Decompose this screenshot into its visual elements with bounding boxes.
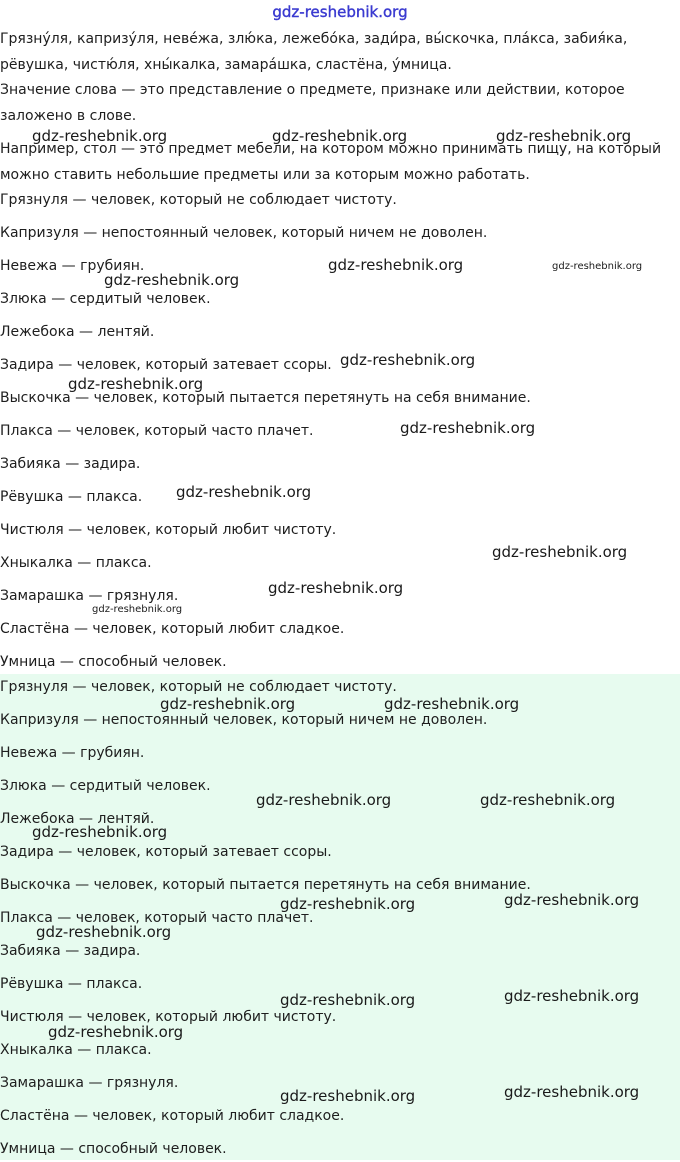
watermark: gdz-reshebnik.org: [272, 127, 408, 145]
watermark: gdz-reshebnik.org: [504, 1083, 640, 1101]
watermark: gdz-reshebnik.org: [48, 1023, 184, 1041]
definition-line: Плакса — человек, который часто плачет.: [0, 423, 314, 439]
intro-line: заложено в слове.: [0, 108, 137, 124]
intro-line: Например, стол — это предмет мебели, на котором можно принимать пищу, на который: [0, 141, 662, 157]
watermark: gdz-reshebnik.org: [32, 127, 168, 145]
definition-line: Чистюля — человек, который любит чистоту.: [0, 522, 337, 538]
watermark: gdz-reshebnik.org: [496, 127, 632, 145]
answer-line: Выскочка — человек, который пытается перетянуть на себя внимание.: [0, 877, 531, 893]
watermark: gdz-reshebnik.org: [36, 923, 172, 941]
watermark: gdz-reshebnik.org: [256, 791, 392, 809]
definition-line: Сластёна — человек, который любит сладкое.: [0, 621, 345, 637]
answer-line: Лежебока — лентяй.: [0, 811, 155, 827]
answer-line: Капризуля — непостоянный человек, который ничем не доволен.: [0, 712, 488, 728]
watermark: gdz-reshebnik.org: [400, 419, 536, 437]
answer-line: Хныкалка — плакса.: [0, 1042, 152, 1058]
definition-line: Невежа — грубиян.: [0, 258, 145, 274]
definition-line: Хныкалка — плакса.: [0, 555, 152, 571]
definition-line: Умница — способный человек.: [0, 654, 227, 670]
intro-line: рёвушка, чистю́ля, хны́калка, замарáшка, сластёна, у́мница.: [0, 57, 452, 73]
definition-line: Забияка — задира.: [0, 456, 141, 472]
watermark: gdz-reshebnik.org: [552, 261, 643, 272]
watermark: gdz-reshebnik.org: [504, 891, 640, 909]
answer-line: Забияка — задира.: [0, 943, 141, 959]
watermark: gdz-reshebnik.org: [280, 1087, 416, 1105]
answer-line: Плакса — человек, который часто плачет.: [0, 910, 314, 926]
watermark: gdz-reshebnik.org: [280, 991, 416, 1009]
definition-line: Замарашка — грязнуля.: [0, 588, 179, 604]
answer-line: Замарашка — грязнуля.: [0, 1075, 179, 1091]
watermark: gdz-reshebnik.org: [340, 351, 476, 369]
watermark: gdz-reshebnik.org: [268, 579, 404, 597]
watermark: gdz-reshebnik.org: [280, 895, 416, 913]
watermark: gdz-reshebnik.org: [480, 791, 616, 809]
definition-line: Выскочка — человек, который пытается перетянуть на себя внимание.: [0, 390, 531, 406]
answer-line: Задира — человек, который затевает ссоры.: [0, 844, 332, 860]
definition-line: Капризуля — непостоянный человек, который ничем не доволен.: [0, 225, 488, 241]
watermark: gdz-reshebnik.org: [92, 604, 183, 615]
answer-line: Грязнуля — человек, который не соблюдает чистоту.: [0, 679, 397, 695]
answer-line: Рёвушка — плакса.: [0, 976, 143, 992]
watermark: gdz-reshebnik.org: [492, 543, 628, 561]
watermark: gdz-reshebnik.org: [32, 823, 168, 841]
intro-line: можно ставить небольшие предметы или за которым можно работать.: [0, 167, 530, 183]
definition-line: Грязнуля — человек, который не соблюдает чистоту.: [0, 192, 397, 208]
watermark: gdz-reshebnik.org: [176, 483, 312, 501]
watermark: gdz-reshebnik.org: [68, 375, 204, 393]
watermark: gdz-reshebnik.org: [160, 695, 296, 713]
intro-line: Грязну́ля, капризу́ля, невéжа, злю́ка, лежебóка, зади́ра, вы́скочка, плáкса, забия́ка,: [0, 31, 628, 47]
watermark: gdz-reshebnik.org: [104, 271, 240, 289]
definition-line: Задира — человек, который затевает ссоры.: [0, 357, 332, 373]
definition-line: Злюка — сердитый человек.: [0, 291, 211, 307]
site-header-watermark: gdz-reshebnik.org: [272, 3, 408, 21]
answer-line: Невежа — грубиян.: [0, 745, 145, 761]
watermark: gdz-reshebnik.org: [384, 695, 520, 713]
definition-line: Лежебока — лентяй.: [0, 324, 155, 340]
watermark: gdz-reshebnik.org: [504, 987, 640, 1005]
watermark: gdz-reshebnik.org: [328, 256, 464, 274]
answer-line: Умница — способный человек.: [0, 1141, 227, 1157]
definition-line: Рёвушка — плакса.: [0, 489, 143, 505]
answer-line: Сластёна — человек, который любит сладкое.: [0, 1108, 345, 1124]
answer-line: Злюка — сердитый человек.: [0, 778, 211, 794]
intro-line: Значение слова — это представление о предмете, признаке или действии, которое: [0, 82, 625, 98]
answer-line: Чистюля — человек, который любит чистоту.: [0, 1009, 337, 1025]
